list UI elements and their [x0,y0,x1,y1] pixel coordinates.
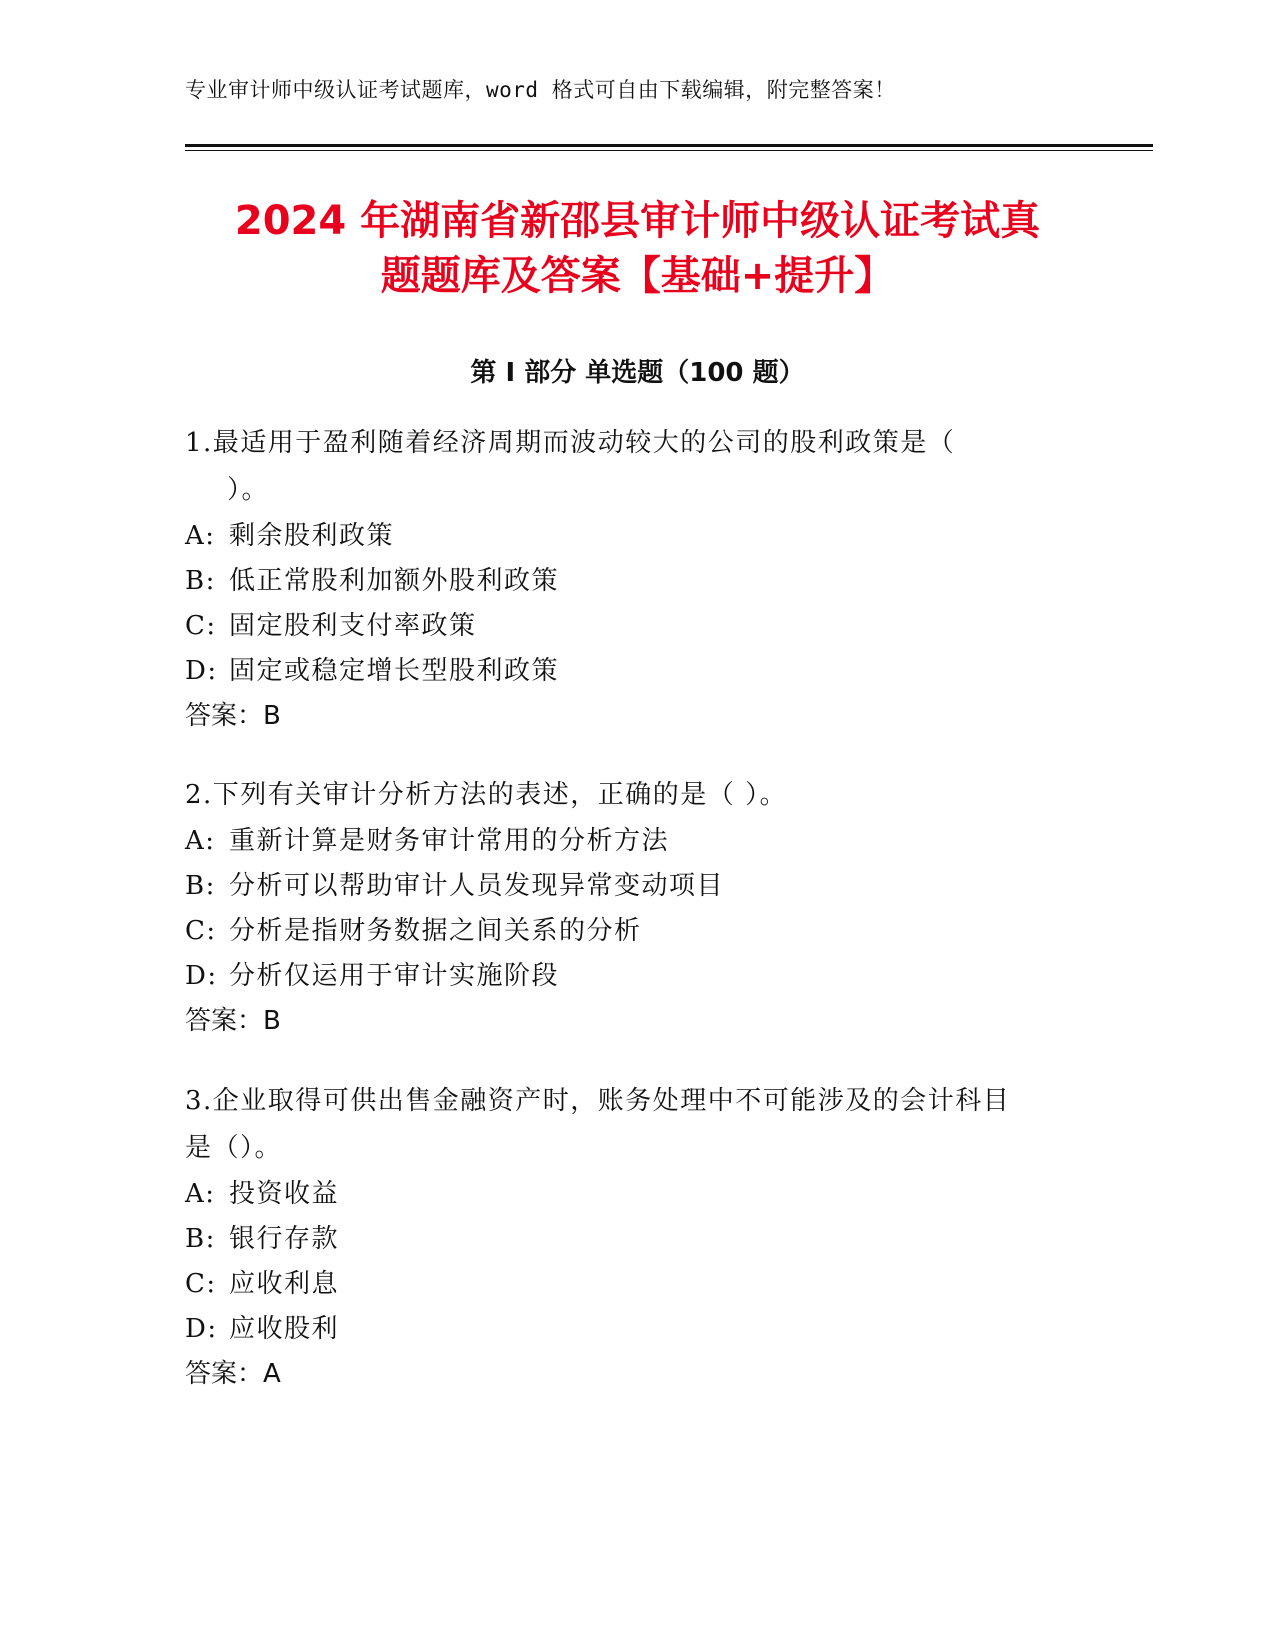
answer-label: 答案：A [185,1359,281,1389]
option-letter: C: [185,1269,217,1299]
option-text: 银行存款 [229,1224,340,1254]
question-stem-line-1: 2.下列有关审计分析方法的表述，正确的是（ ）。 [185,780,788,810]
option-text: 分析可以帮助审计人员发现异常变动项目 [229,871,725,901]
question-1 [185,420,1065,739]
option-letter: B: [185,871,216,901]
question-stem-line-1: 3.企业取得可供出售金融资产时，账务处理中不可能涉及的会计科目 [185,1086,1011,1116]
question-stem [185,1078,1065,1172]
option-a [185,819,1065,864]
option-letter: D: [185,656,218,686]
option-letter: B: [185,1224,216,1254]
question-stem [185,420,1065,514]
option-d [185,649,1065,694]
option-letter: A: [185,826,216,856]
option-letter: A: [185,1179,216,1209]
option-letter: A: [185,521,216,551]
option-letter: C: [185,916,217,946]
option-d [185,1307,1065,1352]
option-letter: D: [185,1314,218,1344]
option-a [185,514,1065,559]
question-2 [185,772,1065,1044]
option-d [185,954,1065,999]
document-title-line-2: 题题库及答案【基础+提升】 [380,253,895,299]
question-stem-line-2: ）。 [227,475,270,505]
header-note: 专业审计师中级认证考试题库，word 格式可自由下载编辑，附完整答案！ [185,78,896,102]
option-text: 固定股利支付率政策 [229,611,477,641]
option-b [185,559,1065,604]
option-text: 分析仅运用于审计实施阶段 [229,961,560,991]
option-text: 应收股利 [229,1314,340,1344]
option-text: 剩余股利政策 [229,521,395,551]
option-letter: C: [185,611,217,641]
header-rule-thick [185,144,1153,147]
option-c [185,909,1065,954]
option-a [185,1172,1065,1217]
option-text: 分析是指财务数据之间关系的分析 [229,916,642,946]
option-letter: B: [185,566,216,596]
option-text: 重新计算是财务审计常用的分析方法 [229,826,670,856]
question-3 [185,1078,1065,1397]
answer-label: 答案：B [185,701,281,731]
question-stem-line-1: 1.最适用于盈利随着经济周期而波动较大的公司的股利政策是（ [185,428,956,458]
option-text: 固定或稳定增长型股利政策 [229,656,560,686]
option-b [185,864,1065,909]
option-text: 低正常股利加额外股利政策 [229,566,560,596]
document-title-line-1: 2024 年湖南省新邵县审计师中级认证考试真 [234,198,1041,244]
header-rule-thin [185,150,1153,151]
option-text: 投资收益 [229,1179,340,1209]
document-title [170,194,1105,304]
option-c [185,1262,1065,1307]
question-stem-line-2: 是（）。 [185,1133,283,1163]
answer-label: 答案：B [185,1006,281,1036]
option-b [185,1217,1065,1262]
option-letter: D: [185,961,218,991]
question-stem [185,772,1065,819]
option-c [185,604,1065,649]
option-text: 应收利息 [229,1269,340,1299]
section-title: 第 I 部分 单选题（100 题） [470,358,805,388]
